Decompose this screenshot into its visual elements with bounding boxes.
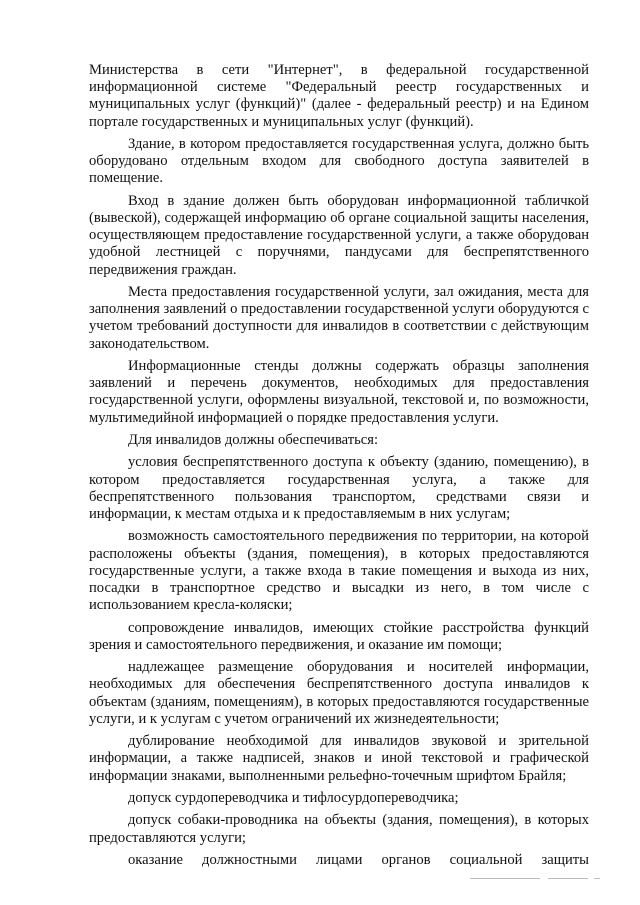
- paragraph: Для инвалидов должны обеспечиваться:: [128, 432, 379, 448]
- paragraph: Места предоставления государственной услуги, зал ожидания, места для заполнения заявлений о предоставлении государственной услуги оборудуются с учетом требований доступности для инвалидов в соответствии с действующим законодательством.: [89, 284, 589, 352]
- paragraph: допуск собаки-проводника на объекты (здания, помещения), в которых предоставляются услуги;: [89, 812, 589, 846]
- paragraph: Министерства в сети "Интернет", в федеральной государственной информационной системе "Федеральный реестр государственных и муниципальных услуг (функций)" (далее - федеральный реестр) и на Едином портале государственных и муниципальных услуг (функций).: [89, 62, 589, 130]
- footer-divider: [548, 878, 588, 879]
- paragraph: сопровождение инвалидов, имеющих стойкие расстройства функций зрения и самостоятельного передвижения, и оказание им помощи;: [89, 619, 589, 653]
- paragraph: возможность самостоятельного передвижения по территории, на которой расположены объекты (здания, помещения), в которых предоставляются государственные услуги, а также входа в такие помещения и выхода из них, посадки в транспортное средство и высадки из него, в том числе с использованием кресла-коляски;: [89, 528, 589, 614]
- paragraph: надлежащее размещение оборудования и носителей информации, необходимых для обеспечения беспрепятственного доступа инвалидов к объектам (зданиям, помещениям), в которых предоставляются государственные услуги, и к услугам с учетом ограничений их жизнедеятельности;: [89, 659, 589, 727]
- footer-divider: [470, 878, 540, 879]
- paragraph: Информационные стенды должны содержать образцы заполнения заявлений и перечень документов, необходимых для предоставления государственной услуги, оформлены визуальной, текстовой и, по возможности, мультимедийной информацией о порядке предоставления услуги.: [89, 358, 589, 426]
- paragraph: Вход в здание должен быть оборудован информационной табличкой (вывеской), содержащей информацию об органе социальной защиты населения, осуществляющем предоставление государственной услуги, а также оборудован удобной лестницей с поручнями, пандусами для беспрепятственного передвижения граждан.: [89, 192, 589, 278]
- paragraph: оказание должностными лицами органов социальной защиты: [128, 851, 589, 868]
- document-body: [89, 62, 589, 874]
- paragraph: дублирование необходимой для инвалидов звуковой и зрительной информации, а также надписей, знаков и иной текстовой и графической информации знаками, выполненными рельефно-точечным шрифтом Брайля;: [89, 733, 589, 784]
- paragraph: условия беспрепятственного доступа к объекту (зданию, помещению), в котором предоставляется государственная услуга, а также для беспрепятственного пользования транспортом, средствами связи и информации, к местам отдыха и к предоставляемым в них услугам;: [89, 454, 589, 522]
- footer-divider: [594, 878, 600, 879]
- page-footer-marks: [470, 876, 600, 882]
- paragraph: Здание, в котором предоставляется государственная услуга, должно быть оборудовано отдельным входом для свободного доступа заявителей в помещение.: [89, 136, 589, 187]
- paragraph: допуск сурдопереводчика и тифлосурдопереводчика;: [128, 789, 459, 806]
